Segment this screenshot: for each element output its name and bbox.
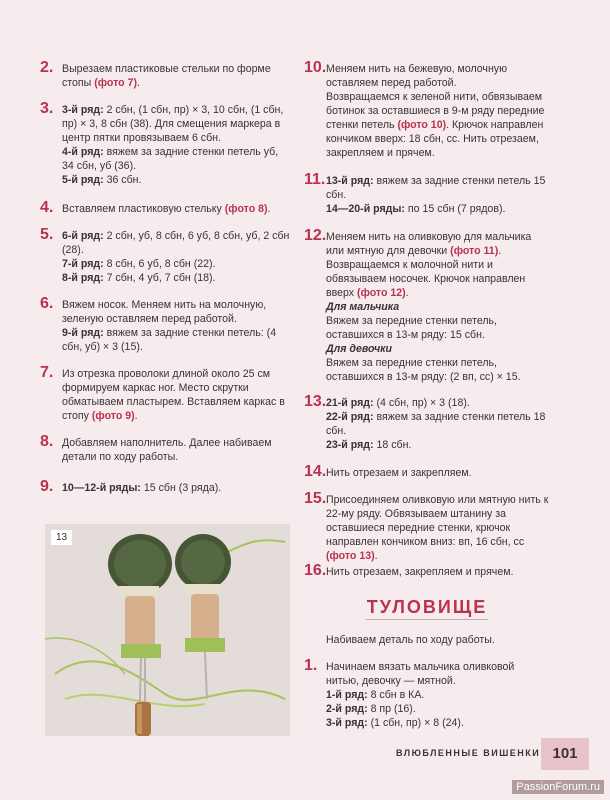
row-text: 2 сбн, уб, 8 сбн, 6 уб, 8 сбн, уб, 2 сбн (28). xyxy=(62,230,290,256)
row-label: 23-й ряд: xyxy=(326,439,374,451)
step-9 xyxy=(40,478,292,495)
step-7 xyxy=(40,364,292,423)
book-title: ВЛЮБЛЕННЫЕ ВИШЕНКИ xyxy=(396,748,541,758)
photo-ref: (фото 12) xyxy=(357,287,406,299)
step-10 xyxy=(304,59,550,160)
photo-13 xyxy=(45,524,290,736)
step-text: Вяжем за передние стенки петель, оставшихся в 13-м ряду: (2 вп, сс) × 15. xyxy=(326,357,521,383)
step-text: Добавляем наполнитель. Далее набиваем детали по ходу работы. xyxy=(62,437,272,463)
photo-ref: (фото 8) xyxy=(224,203,268,215)
row-label: 5-й ряд: xyxy=(62,174,104,186)
row-text: 8 сбн, 6 уб, 8 сбн (22). xyxy=(103,258,216,270)
step-tail: . xyxy=(136,77,140,89)
row-text: вяжем за задние стенки петель: (4 сбн, уб) × 3 (15). xyxy=(62,327,277,353)
row-label: 3-й ряд: xyxy=(326,717,368,729)
step-number: 5. xyxy=(40,226,54,243)
step-tail: . xyxy=(134,410,138,422)
section-title: ТУЛОВИЩЕ xyxy=(366,597,488,617)
step-8 xyxy=(40,433,292,464)
step-5 xyxy=(40,226,292,285)
row-label: 2-й ряд: xyxy=(326,703,368,715)
step-number: 7. xyxy=(40,364,54,381)
row-text: 36 сбн. xyxy=(103,174,142,186)
row-label: 6-й ряд: xyxy=(62,230,104,242)
step-text: Нить отрезаем и закрепляем. xyxy=(326,467,472,479)
page-number: 101 xyxy=(541,738,589,770)
step-text: Нить отрезаем, закрепляем и прячем. xyxy=(326,566,514,578)
photo-ref: (фото 11) xyxy=(450,245,499,257)
step-number: 6. xyxy=(40,295,54,312)
step-11 xyxy=(304,171,550,216)
step-tail: . xyxy=(405,287,409,299)
photo-ref: (фото 13) xyxy=(326,550,375,562)
step-number: 15. xyxy=(304,490,327,507)
step-number: 14. xyxy=(304,463,327,480)
row-label: 7-й ряд: xyxy=(62,258,104,270)
row-label: 1-й ряд: xyxy=(326,689,368,701)
step-number: 2. xyxy=(40,59,54,76)
step-number: 3. xyxy=(40,100,54,117)
step-text: Меняем нить на оливковую для мальчика или мятную для девочки xyxy=(326,231,532,257)
step-tail: . xyxy=(498,245,502,257)
subheading-girl: Для девочки xyxy=(326,343,392,355)
step-16 xyxy=(304,562,550,579)
row-text: (1 сбн, пр) × 8 (24). xyxy=(367,717,464,729)
photo-number-label: 13 xyxy=(51,530,72,545)
row-label: 14—20-й ряды: xyxy=(326,203,405,215)
step-number: 13. xyxy=(304,393,327,410)
step-2 xyxy=(40,59,292,90)
step-text: Начинаем вязать мальчика оливковой нитью, девочку — мятной. xyxy=(326,661,515,687)
torso-step-1 xyxy=(304,657,550,730)
step-text: Вяжем носок. Меняем нить на молочную, зеленую оставляем перед работой. xyxy=(62,299,267,325)
row-text: вяжем за задние стенки петель уб, 34 сбн, уб (36). xyxy=(62,146,279,172)
row-text: 18 сбн. xyxy=(373,439,412,451)
row-label: 8-й ряд: xyxy=(62,272,104,284)
row-label: 21-й ряд: xyxy=(326,397,374,409)
step-text: Вяжем за передние стенки петель, оставшихся в 13-м ряду: 15 сбн. xyxy=(326,315,498,341)
watermark: PassionForum.ru xyxy=(512,780,604,794)
step-text: Вырезаем пластиковые стельки по форме стопы xyxy=(62,63,271,89)
step-number: 4. xyxy=(40,199,54,216)
step-text: Присоединяем оливковую или мятную нить к 22-му ряду. Обвязываем штанину за оставшиеся передние стенки, крючок направлен кончиком вниз: вп, 16 сбн, сс xyxy=(326,494,549,548)
step-tail: . xyxy=(374,550,378,562)
step-12 xyxy=(304,227,550,384)
row-text: 8 сбн в КА. xyxy=(367,689,425,701)
section-divider xyxy=(366,619,488,620)
crochet-legs-illustration xyxy=(45,524,290,736)
photo-ref: (фото 10) xyxy=(397,119,447,131)
step-6 xyxy=(40,295,292,354)
photo-ref: (фото 9) xyxy=(91,410,135,422)
step-tail: . xyxy=(267,203,271,215)
subheading-boy: Для мальчика xyxy=(326,301,400,313)
step-number: 8. xyxy=(40,433,54,450)
row-label: 13-й ряд: xyxy=(326,175,374,187)
photo-ref: (фото 7) xyxy=(94,77,137,89)
step-text: Из отрезка проволоки длиной около 25 см формируем каркас ног. Место скрутки обматываем пластырем. Вставляем каркас в стопу xyxy=(62,368,285,422)
step-number: 11. xyxy=(304,171,326,188)
row-text: 7 сбн, 4 уб, 7 сбн (18). xyxy=(103,272,216,284)
row-label: 4-й ряд: xyxy=(62,146,104,158)
step-number: 12. xyxy=(304,227,327,244)
step-tail: . Крючок направлен кончиком вверх: 18 сбн, сс. Нить отрезаем, закрепляем и прячем. xyxy=(326,119,544,159)
row-text: вяжем за задние стенки петель 15 сбн. xyxy=(326,175,546,201)
step-number: 9. xyxy=(40,478,54,495)
step-number: 1. xyxy=(304,657,318,674)
step-15 xyxy=(304,490,550,563)
row-text: 8 пр (16). xyxy=(367,703,416,715)
row-label: 9-й ряд: xyxy=(62,327,104,339)
row-text: по 15 сбн (7 рядов). xyxy=(404,203,506,215)
step-13 xyxy=(304,393,550,452)
row-label: 10—12-й ряды: xyxy=(62,482,141,494)
section-intro: Набиваем деталь по ходу работы. xyxy=(326,634,495,646)
row-text: 2 сбн, (1 сбн, пр) × 3, 10 сбн, (1 сбн, пр) × 3, 8 сбн (38). Для смещения маркера в центр пятки провязываем 6 сбн. xyxy=(62,104,284,144)
step-14 xyxy=(304,463,550,480)
step-3 xyxy=(40,100,292,187)
row-text: 15 сбн (3 ряда). xyxy=(140,482,222,494)
step-text: Возвращаемся к молочной нити и обвязываем носочек. Крючок направлен вверх xyxy=(326,259,526,299)
step-number: 16. xyxy=(304,562,327,579)
row-text: вяжем за задние стенки петель 18 сбн. xyxy=(326,411,546,437)
row-label: 22-й ряд: xyxy=(326,411,374,423)
step-text: Возвращаемся к зеленой нити, обвязываем ботинок за оставшиеся в 9-м ряду передние стенки петель xyxy=(326,91,545,131)
step-text: Меняем нить на бежевую, молочную оставляем перед работой. xyxy=(326,63,508,89)
step-number: 10. xyxy=(304,59,327,76)
step-text: Вставляем пластиковую стельку xyxy=(62,203,225,215)
row-label: 3-й ряд: xyxy=(62,104,104,116)
step-4 xyxy=(40,199,292,216)
row-text: (4 сбн, пр) × 3 (18). xyxy=(373,397,470,409)
